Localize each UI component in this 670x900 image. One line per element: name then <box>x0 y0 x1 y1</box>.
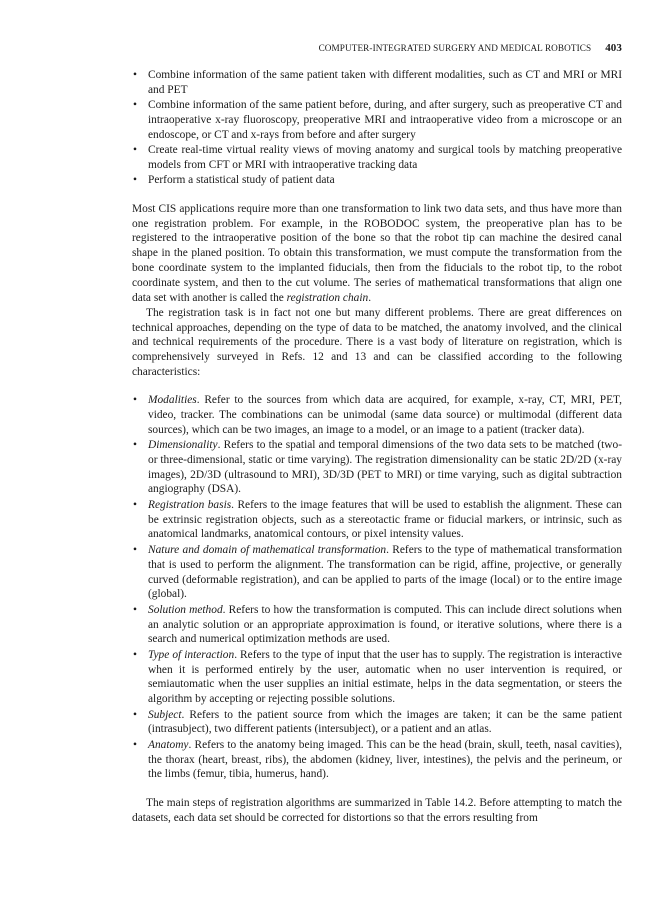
book-page <box>132 40 622 826</box>
list-item <box>132 648 622 707</box>
list-item <box>132 68 622 98</box>
list-item <box>132 543 622 602</box>
list-item-text: . Refers to the image features that will be used to establish the alignment. These can be extrinsic registration objects, such as a stereotactic frame or fiducial markers, or intrinsic, such as anatomical landmarks, anatomical contours, or pixel intensity values. <box>148 498 622 541</box>
list-item-text: . Refer to the sources from which data are acquired, for example, x-ray, CT, MRI, PET, video, tracker. The combinations can be unimodal (same data source) or multimodal (different data sources), which can be two images, an image to a model, or an image to a patient (tracker data). <box>148 393 622 436</box>
running-head-title: COMPUTER-INTEGRATED SURGERY AND MEDICAL ROBOTICS <box>318 43 592 53</box>
list-item <box>132 173 622 188</box>
list-item-text: . Refers to the patient source from which the images are taken; it can be the same patient (intrasubject), two different patients (intersubject), or a patient and an atlas. <box>148 708 622 736</box>
paragraph-registration-chain <box>132 202 622 306</box>
list-item-term: Registration basis <box>148 498 232 511</box>
bullet-icon: • <box>133 99 137 112</box>
registration-characteristics-list <box>132 393 622 782</box>
list-item-text: Create real-time virtual reality views of moving anatomy and surgical tools by matching preoperative models from CFT or MRI with intraoperative tracking data <box>148 144 622 172</box>
list-item-text: Combine information of the same patient before, during, and after surgery, such as preoperative CT and intraoperative x-ray fluoroscopy, preoperative MRI and intraoperative video from a microscope or an endoscope, or CT and x-rays from before and after surgery <box>148 99 622 141</box>
list-item-text: Perform a statistical study of patient data <box>148 174 335 187</box>
bullet-icon: • <box>133 498 137 511</box>
spacer <box>132 189 622 202</box>
bullet-icon: • <box>133 543 137 556</box>
bullet-icon: • <box>133 648 137 661</box>
running-head <box>132 40 622 56</box>
bullet-icon: • <box>133 393 137 406</box>
paragraph-registration-task: The registration task is in fact not one but many different problems. There are great differences on technical approaches, depending on the type of data to be matched, the anatomy involved, and the clinical and technical requirements of the procedure. There is a vast body of literature on registration, which is comprehensively surveyed in Refs. 12 and 13 and can be classified according to the following characteristics: <box>132 306 622 379</box>
list-item <box>132 438 622 497</box>
list-item-text: . Refers to how the transformation is computed. This can include direct solutions when an analytic solution or an appropriate approximation is found, or iterative solutions, where there is a search and numerical optimization methods are used. <box>148 603 623 646</box>
bullet-icon: • <box>133 738 137 751</box>
list-item-term: Anatomy <box>148 738 189 751</box>
list-item-text: . Refers to the spatial and temporal dimensions of the two data sets to be matched (two- or three-dimensional, static or time varying). The registration dimensionality can be static 2D/2D (x-ray images), 2D/3D (ultrasound to MRI), 3D/3D (PET to MRI) or time varying, such as digital subtraction angiography (DSA). <box>148 438 622 496</box>
bullet-icon: • <box>133 174 137 187</box>
paragraph-main-steps: The main steps of registration algorithms are summarized in Table 14.2. Before attempting to match the datasets, each data set should be corrected for distortions so that the errors resulting from <box>132 796 622 824</box>
list-item <box>132 98 622 143</box>
page-number: 403 <box>605 42 622 54</box>
list-item-text: Combine information of the same patient taken with different modalities, such as CT and MRI or MRI and PET <box>148 69 622 96</box>
list-item-term: Nature and domain of mathematical transformation <box>148 543 387 556</box>
bullet-icon: • <box>133 708 137 721</box>
list-item-term: Modalities <box>148 393 197 406</box>
list-item-text: . Refers to the anatomy being imaged. This can be the head (brain, skull, teeth, nasal cavities), the thorax (heart, breast, ribs), the abdomen (kidney, liver, intestines), the pelvis and the perineum, or the limbs (femur, tibia, humerus, hand). <box>148 738 622 781</box>
bullet-icon: • <box>133 144 137 157</box>
spacer <box>132 783 622 796</box>
bullet-icon: • <box>133 438 137 451</box>
bullet-icon: • <box>133 603 137 616</box>
paragraph-text: Most CIS applications require more than one transformation to link two data sets, and thus have more than one registration problem. For example, in the ROBODOC system, the preoperative plan has to be registered to the intraoperative position of the bone so that the robot tip can machine the desired canal shape in the planed position. To obtain this transformation, we must compute the transformation from the bone coordinate system to the implanted fiducials, then from the fiducials to the robot tip, to the robot coordinate system, and then to the cut volume. The series of mathematical transformations that align one data set with another is called the <box>132 202 622 304</box>
list-item-text: . Refers to the type of input that the user has to supply. The registration is interactive when it is performed entirely by the user, automatic when no user intervention is required, or semiautomatic when the user supplies an initial estimate, helps in the data segmentation, or steers the algorithm by accepting or rejecting possible solutions. <box>148 648 622 706</box>
list-item-term: Dimensionality <box>148 438 218 451</box>
list-item <box>132 738 622 783</box>
list-item-term: Subject <box>148 708 182 721</box>
spacer <box>132 380 622 393</box>
list-item-text: . Refers to the type of mathematical transformation that is used to perform the alignment. The transformation can be rigid, affine, projective, or generally curved (deformable registration), and can be applied to parts of the image (local) or to the entire image (global). <box>148 543 623 601</box>
list-item <box>132 498 622 543</box>
bullet-icon: • <box>133 69 137 81</box>
paragraph-end: . <box>368 291 372 304</box>
list-item <box>132 603 622 648</box>
list-item-term: Type of interaction <box>148 648 235 661</box>
list-item <box>132 708 622 738</box>
list-item <box>132 393 622 438</box>
registration-uses-list <box>132 68 622 188</box>
list-item <box>132 143 622 173</box>
term-registration-chain: registration chain <box>286 291 369 304</box>
list-item-term: Solution method <box>148 603 223 616</box>
body-text <box>132 68 622 826</box>
